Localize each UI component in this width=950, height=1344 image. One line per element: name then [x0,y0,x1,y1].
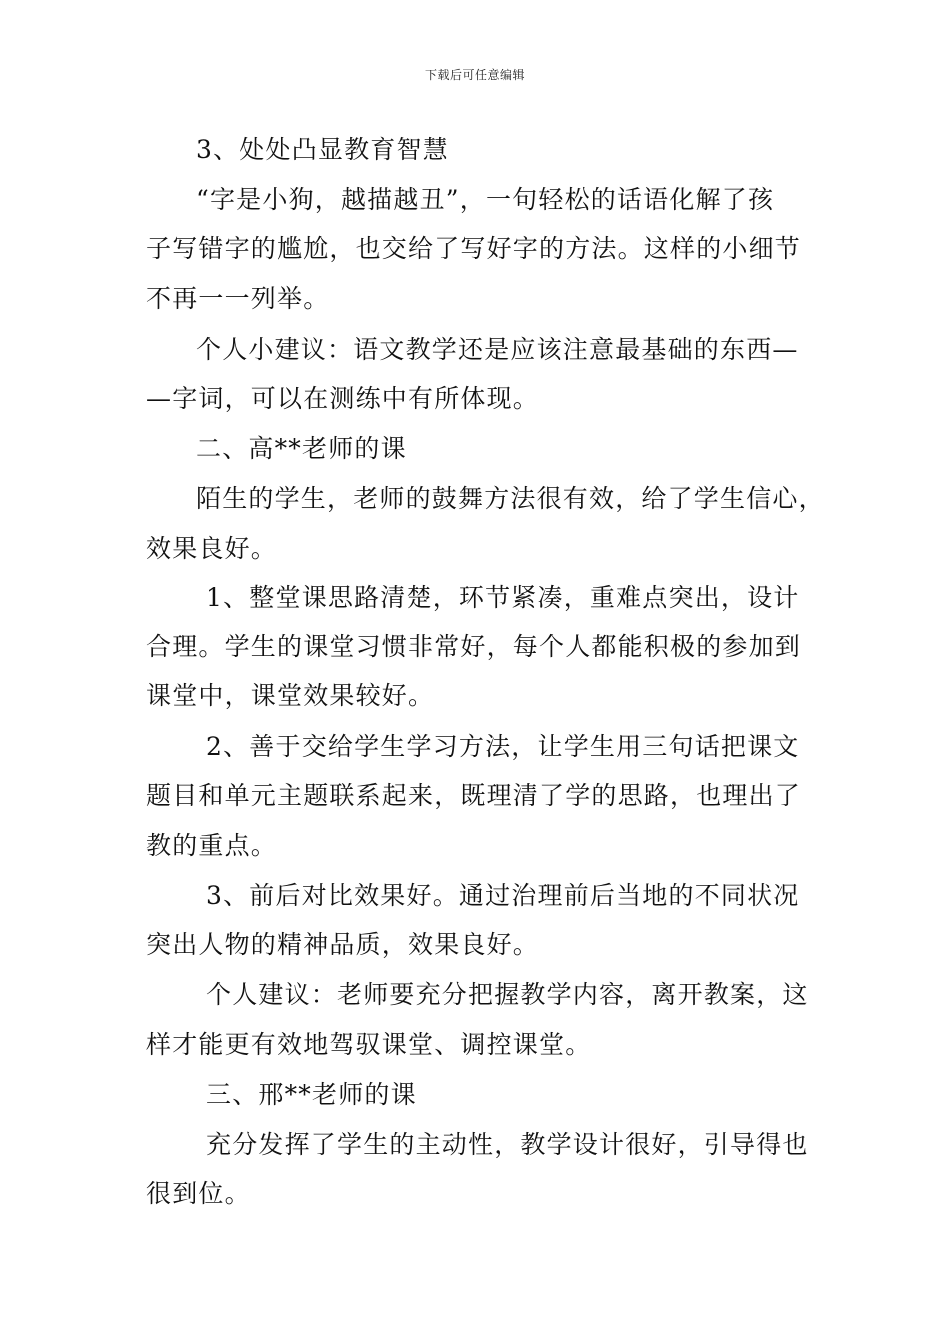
paragraph-line: 合理。学生的课堂习惯非常好，每个人都能积极的参加到 [146,632,802,661]
paragraph-line: 个人建议：老师要充分把握教学内容，离开教案，这 [206,980,809,1009]
paragraph-line: 题目和单元主题联系起来，既理清了学的思路，也理出了 [146,781,802,810]
paragraph-line: 3、前后对比效果好。通过治理前后当地的不同状况 [206,881,800,910]
paragraph-line: 1、整堂课思路清楚，环节紧凑，重难点突出，设计 [206,583,800,612]
paragraph-line: 子写错字的尴尬，也交给了写好字的方法。这样的小细节 [146,234,802,263]
paragraph-line: 样才能更有效地驾驭课堂、调控课堂。 [146,1030,592,1059]
paragraph-line: 突出人物的精神品质，效果良好。 [146,930,540,959]
section-heading-gao: 二、高**老师的课 [196,434,407,463]
paragraph-line: 充分发挥了学生的主动性，教学设计很好，引导得也 [206,1130,809,1159]
section-heading-xing: 三、邢**老师的课 [206,1080,417,1109]
paragraph-line: 陌生的学生，老师的鼓舞方法很有效，给了学生信心， [196,484,825,513]
paragraph-line: 个人小建议：语文教学还是应该注意最基础的东西— [196,335,799,364]
paragraph-line: 效果良好。 [146,534,278,563]
paragraph-line: “字是小狗，越描越丑”，一句轻松的话语化解了孩 [196,185,775,214]
paragraph-line: —字词，可以在测练中有所体现。 [146,384,540,413]
paragraph-line: 不再一一列举。 [146,284,330,313]
section-heading-wisdom: 3、处处凸显教育智慧 [196,135,449,164]
paragraph-line: 课堂中，课堂效果较好。 [146,681,435,710]
paragraph-line: 2、善于交给学生学习方法，让学生用三句话把课文 [206,732,800,761]
paragraph-line: 很到位。 [146,1179,251,1208]
page-header: 下载后可任意编辑 [424,68,525,82]
paragraph-line: 教的重点。 [146,831,278,860]
